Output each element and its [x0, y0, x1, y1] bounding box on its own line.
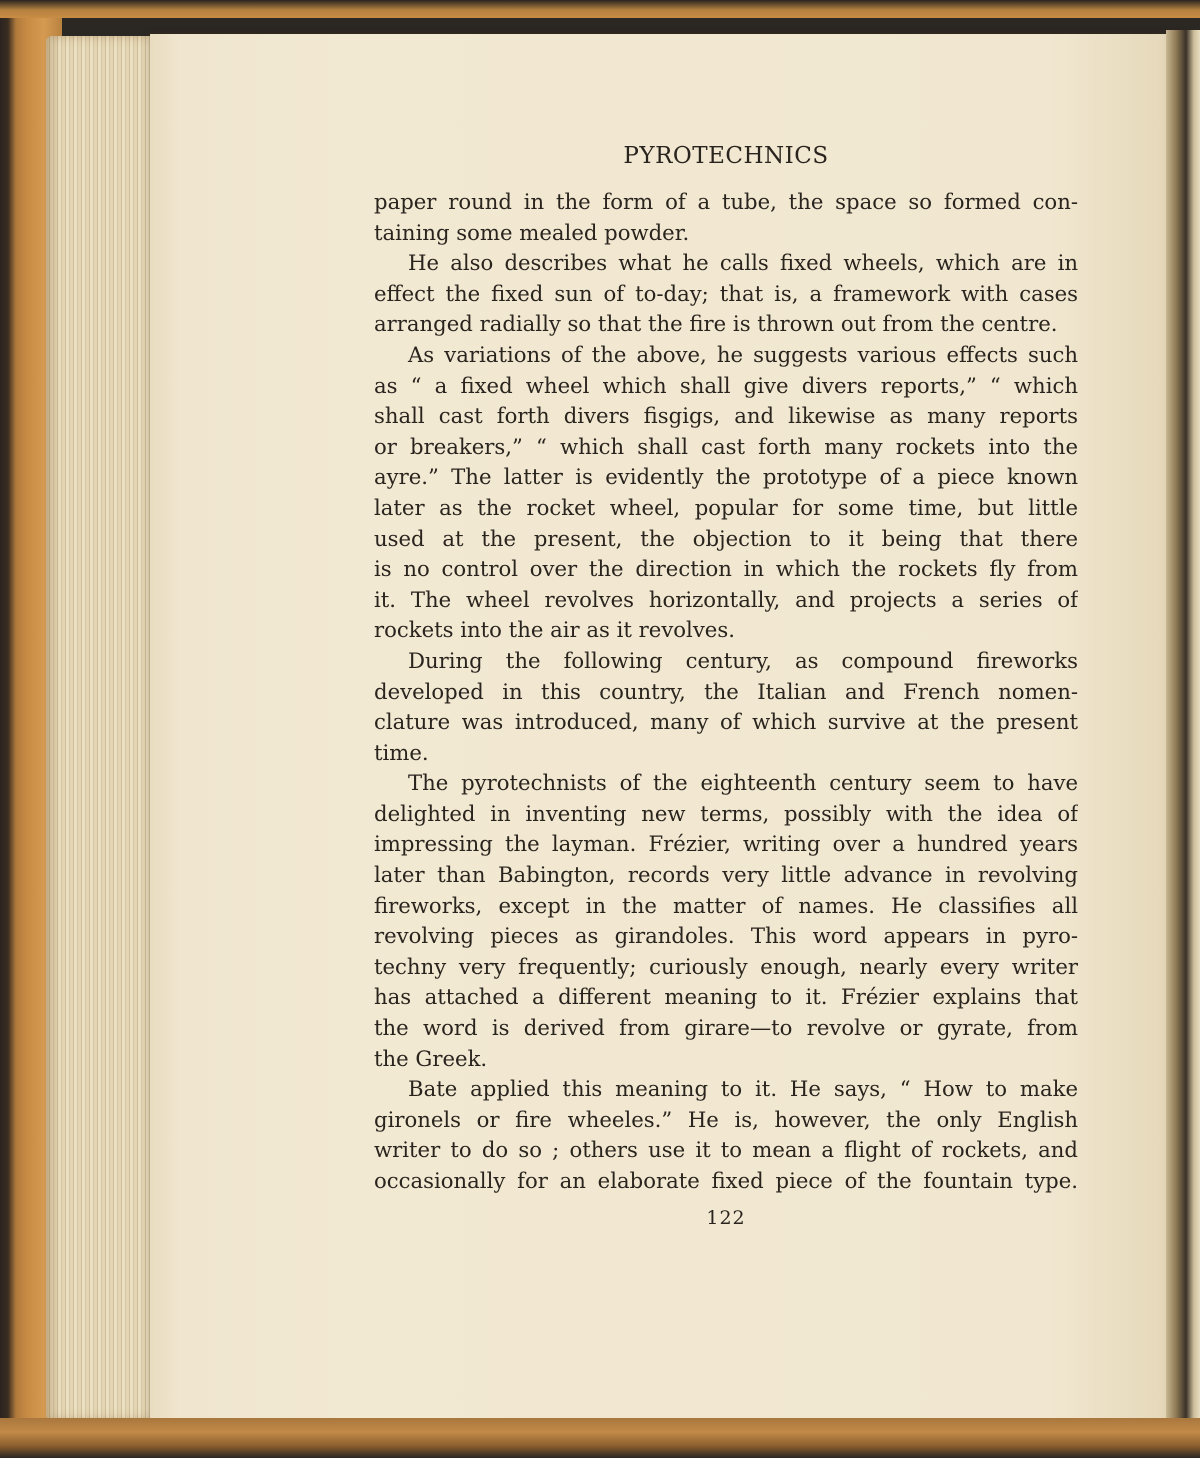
text-line: effect the fixed sun of to-day; that is, a framework with cases — [374, 280, 1078, 306]
text-line: the word is derived from girare—to revolve or gyrate, from — [374, 1015, 1078, 1041]
text-line: has attached a different meaning to it. Frézier explains that — [374, 984, 1078, 1010]
text-line: taining some mealed powder. — [374, 219, 690, 245]
text-line: As variations of the above, he suggests various effects such — [408, 341, 1078, 367]
text-line: later as the rocket wheel, popular for some time, but little — [374, 494, 1078, 520]
text-line: During the following century, as compound fireworks — [408, 647, 1078, 673]
text-line: gironels or fire wheeles.” He is, however, the only English — [374, 1106, 1078, 1132]
text-line: techny very frequently; curiously enough, nearly every writer — [374, 953, 1078, 979]
text-line: writer to do so ; others use it to mean a flight of rockets, and — [374, 1137, 1078, 1163]
book-cover-top — [0, 0, 1200, 18]
text-line: occasionally for an elaborate fixed piece of the fountain type. — [374, 1168, 1078, 1193]
text-line: it. The wheel revolves horizontally, and projects a series of — [374, 586, 1078, 612]
text-line: impressing the layman. Frézier, writing over a hundred years — [374, 831, 1078, 857]
text-line: fireworks, except in the matter of names. He classifies all — [374, 892, 1078, 918]
text-line: ayre.” The latter is evidently the prototype of a piece known — [374, 464, 1078, 490]
text-line: developed in this country, the Italian and French nomen- — [374, 678, 1078, 704]
text-line: Bate applied this meaning to it. He says, “ How to make — [408, 1076, 1078, 1102]
text-line: time. — [374, 739, 429, 765]
book-gutter — [1166, 30, 1200, 1430]
text-line: as “ a fixed wheel which shall give divers reports,” “ which — [374, 372, 1078, 398]
text-line: is no control over the direction in which the rockets fly from — [374, 556, 1078, 582]
text-line: the Greek. — [374, 1045, 488, 1071]
text-line: later than Babington, records very little advance in revolving — [374, 862, 1078, 888]
body-text — [374, 187, 1078, 1197]
text-line: or breakers,” “ which shall cast forth many rockets into the — [374, 433, 1078, 459]
text-line: used at the present, the objection to it being that there — [374, 525, 1078, 551]
page-number: 122 — [706, 1207, 746, 1229]
text-line: shall cast forth divers fisgigs, and likewise as many reports — [374, 403, 1078, 429]
running-head: PYROTECHNICS — [623, 143, 829, 169]
book-cover-bottom — [0, 1418, 1200, 1458]
text-line: clature was introduced, many of which survive at the present — [374, 709, 1078, 735]
text-line: delighted in inventing new terms, possibly with the idea of — [374, 800, 1078, 826]
text-line: The pyrotechnists of the eighteenth century seem to have — [408, 770, 1078, 796]
text-line: He also describes what he calls fixed wheels, which are in — [408, 250, 1078, 276]
text-line: paper round in the form of a tube, the space so formed con- — [374, 189, 1078, 214]
text-line: rockets into the air as it revolves. — [374, 617, 735, 643]
text-line: arranged radially so that the fire is thrown out from the centre. — [374, 311, 1058, 337]
text-line: revolving pieces as girandoles. This word appears in pyro- — [374, 923, 1078, 949]
